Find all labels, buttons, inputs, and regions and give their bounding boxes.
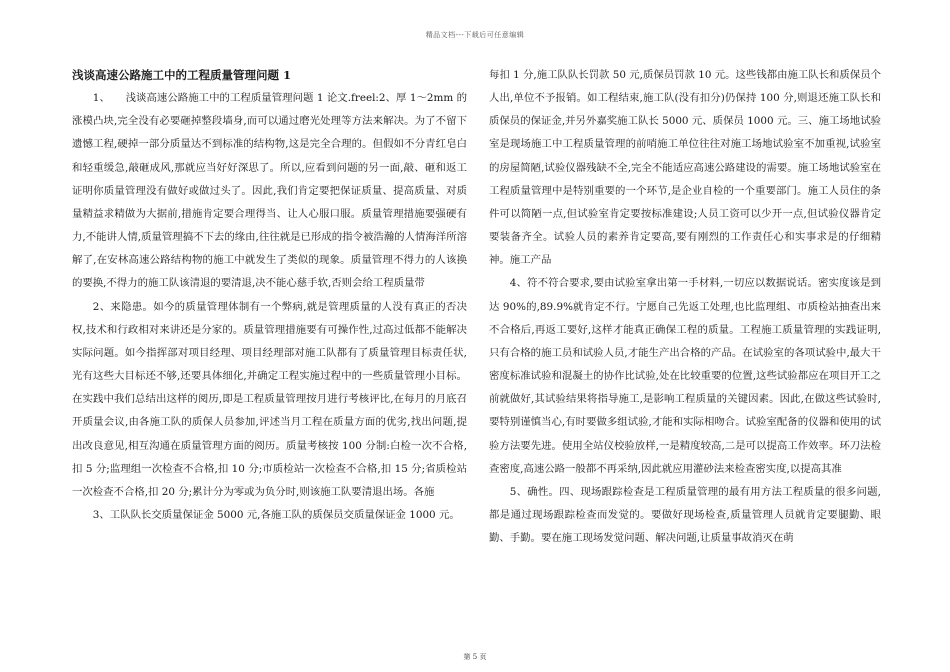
left-column — [72, 64, 467, 527]
page-number: 第 5 页 — [463, 653, 487, 661]
paragraph-3: 3、工队队长交质量保证金 5000 元,各施工队的质保员交质量保证金 1000 元。 — [92, 508, 460, 521]
paragraph-3-continued: 每扣 1 分,施工队队长罚款 50 元,质保员罚款 10 元。这些钱都由施工队长和质保员个人出,单位不予报销。如工程结束,施工队(没有扣分)仍保持 100 分,则退还施工队长和质保员的保证金,并另外嘉奖施工队长 5000 元、质保员 1000 元。三、施工场地试验室是现场施工中工程质量管理的前哨施工单位往往对施工场地试验室不加重视,试验室的房屋简陋,试验仪器残缺不全,完全不能适应高速公路建设的需要。施工场地试验室在工程质量管理中是特别重要的一个环节,是企业自检的一个重要部门。施工人员住的条件可以简陋一点,但试验室肯定要按标准建设;人员工资可以少开一点,但试验仪器肯定要装备齐全。试验人员的素养肯定要高,要有刚烈的工作责任心和实事求是的仔细精神。施工产品 — [489, 69, 881, 267]
right-column — [489, 64, 881, 550]
document-title: 浅谈高速公路施工中的工程质量管理问题 1 — [72, 68, 292, 82]
page-header: 精品文档---下载后可任意编辑 — [425, 31, 525, 39]
paragraph-1: 1、 浅谈高速公路施工中的工程质量管理问题 1 论文.freel:2、厚 1～2mm 的涨模凸块,完全没有必要砸掉整段墙身,而可以通过磨光处理等方法来解决。为了不留下遗憾工程,硬掉一部分质量达不到标准的结构物,这是完全合理的。但假如不分青红皂白和轻重缓急,敲砸成风,那就应当好好深思了。所以,应看到问题的另一面,敲、砸和返工证明你质量管理没有做好或做过头了。因此,我们肯定要把保证质量、提高质量、对质量精益求精做为大据前,措施肯定要合理得当、让人心服口服。质量管理措施要强硬有力,不能讲人情,质量管理搞不下去的缘由,往往就是已形成的指令被浩瀚的人情海洋所溶解了,在安林高速公路结构物的施工中就发生了类似的现象。质量管理不得力的人该换的要换,不得力的施工队该清退的要清退,决不能心慈手软,否则会给工程质量带 — [72, 92, 467, 290]
paragraph-4: 4、符不符合要求,要由试验室拿出第一手材料,一切应以数据说话。密实度该是到达 90%的,89.9%就肯定不行。宁愿自己先返工处理,也比监理组、市质检站抽查出来不合格后,再返工要好,这样才能真正确保工程的质量。工程施工质量管理的实践证明,只有合格的施工员和试验人员,才能生产出合格的产品。在试验室的各项试验中,最大干密度标准试验和混凝土的协作比试验,处在比较重要的位置,这些试验都应在项目开工之前就做好,其试验结果将指导施工,是影响工程质量的关键因素。因此,在做这些试验时,要特别谨慎当心,有时要做多组试验,才能和实际相吻合。试验室配备的仪器和使用的试验方法要先进。使用全站仪校验放样,一是精度较高,二是可以提高工作效率。环刀法检查密度,高速公路一般都不再采纳,因此就应用灌砂法来检查密实度,以提高其准 — [489, 277, 881, 475]
paragraph-5: 5、确性。四、现场跟踪检查是工程质量管理的最有用方法工程质量的很多问题,都是通过现场跟踪检查而发觉的。要做好现场检查,质量管理人员就肯定要腿勤、眼勤、手勤。要在施工现场发觉问题、解决问题,让质量事故消灭在萌 — [489, 485, 881, 545]
paragraph-2: 2、来隐患。如今的质量管理体制有一个弊病,就是管理质量的人没有真正的否决权,技术和行政相对来讲还是分家的。质量管理措施要有可操作性,过高过低都不能解决实际问题。如今指挥部对项目经理、项目经理部对施工队都有了质量管理目标责任状,光有这些大目标还不够,还要具体细化,并确定工程实施过程中的一些质量管理小目标。在实践中我们总结出这样的阅历,即是工程质量管理按月进行考核评比,在每月的月底召开质量会议,由各施工队的质保人员参加,评述当月工程在质量方面的优劣,找出问题,提出改良意见,相互沟通在质量管理方面的阅历。质量考核按 100 分制:白检一次不合格,扣 5 分;监理组一次检查不合格,扣 10 分;市质检站一次检查不合格,扣 15 分;省质检站一次检查不合格,扣 20 分;累计分为零或为负分时,则该施工队要清退出场。各施 — [72, 300, 467, 498]
